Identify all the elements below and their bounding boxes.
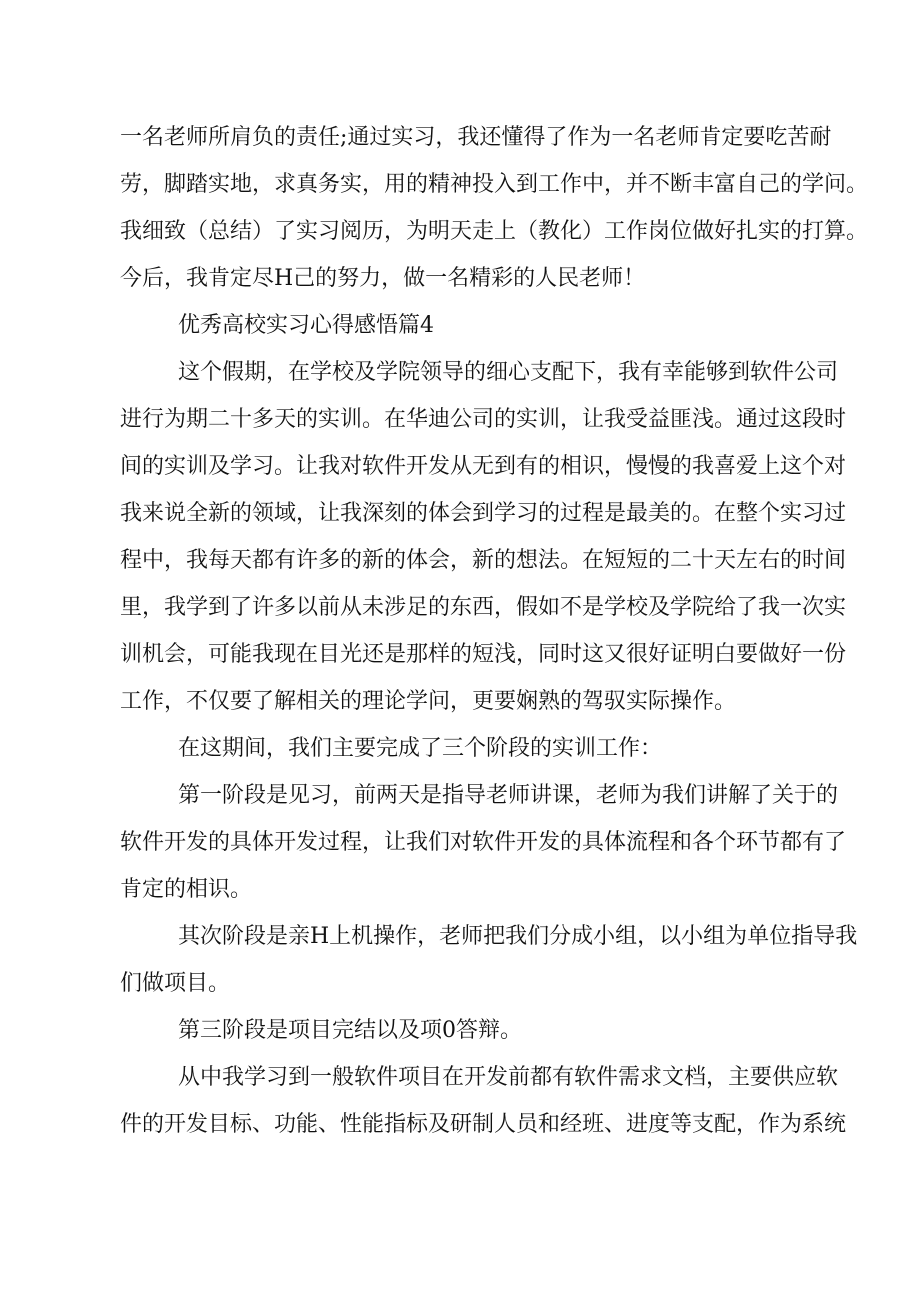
text-line: 第三阶段是项目完结以及项0答辩。 [178, 1018, 522, 1043]
text-line: 软件开发的具体开发过程，让我们对软件开发的具体流程和各个环节都有了 [120, 830, 847, 855]
text-line: 劳，脚踏实地，求真务实，用的精神投入到工作中，并不断丰富自己的学问。 [120, 172, 869, 197]
text-line: 进行为期二十多天的实训。在华迪公司的实训，让我受益匪浅。通过这段时 [120, 407, 847, 432]
text-line: 我细致（总结）了实习阅历，为明天走上（教化）工作岗位做好扎实的打算。 [120, 219, 869, 244]
text-line: 从中我学习到一般软件项目在开发前都有软件需求文档，主要供应软 [178, 1065, 839, 1090]
text-line: 程中，我每天都有许多的新的体会，新的想法。在短短的二十天左右的时间 [120, 548, 847, 573]
text-line: 里，我学到了许多以前从未涉足的东西，假如不是学校及学院给了我一次实 [120, 595, 847, 620]
text-line: 件的开发目标、功能、性能指标及研制人员和经班、进度等支配，作为系统 [120, 1112, 847, 1137]
text-line: 训机会，可能我现在目光还是那样的短浅，同时这又很好证明白要做好一份 [120, 642, 847, 667]
text-line: 在这期间，我们主要完成了三个阶段的实训工作： [178, 736, 663, 761]
section-heading: 优秀高校实习心得感悟篇4 [178, 313, 434, 338]
text-line: 间的实训及学习。让我对软件开发从无到有的相识，慢慢的我喜爱上这个对 [120, 454, 847, 479]
text-line: 工作，不仅要了解相关的理论学问，更要娴熟的驾驭实际操作。 [120, 689, 737, 714]
text-line: 今后，我肯定尽H己的努力，做一名精彩的人民老师！ [120, 266, 646, 291]
text-line: 其次阶段是亲H上机操作，老师把我们分成小组，以小组为单位指导我 [178, 924, 858, 949]
text-line: 肯定的相识。 [120, 877, 253, 902]
text-line: 第一阶段是见习，前两天是指导老师讲课，老师为我们讲解了关于的 [178, 783, 839, 808]
text-line: 这个假期，在学校及学院领导的细心支配下，我有幸能够到软件公司 [178, 360, 839, 385]
text-line: 们做项目。 [120, 971, 231, 996]
text-line: 我来说全新的领域，让我深刻的体会到学习的过程是最美的。在整个实习过 [120, 501, 847, 526]
text-line: 一名老师所肩负的责任;通过实习，我还懂得了作为一名老师肯定要吃苦耐 [120, 125, 832, 150]
